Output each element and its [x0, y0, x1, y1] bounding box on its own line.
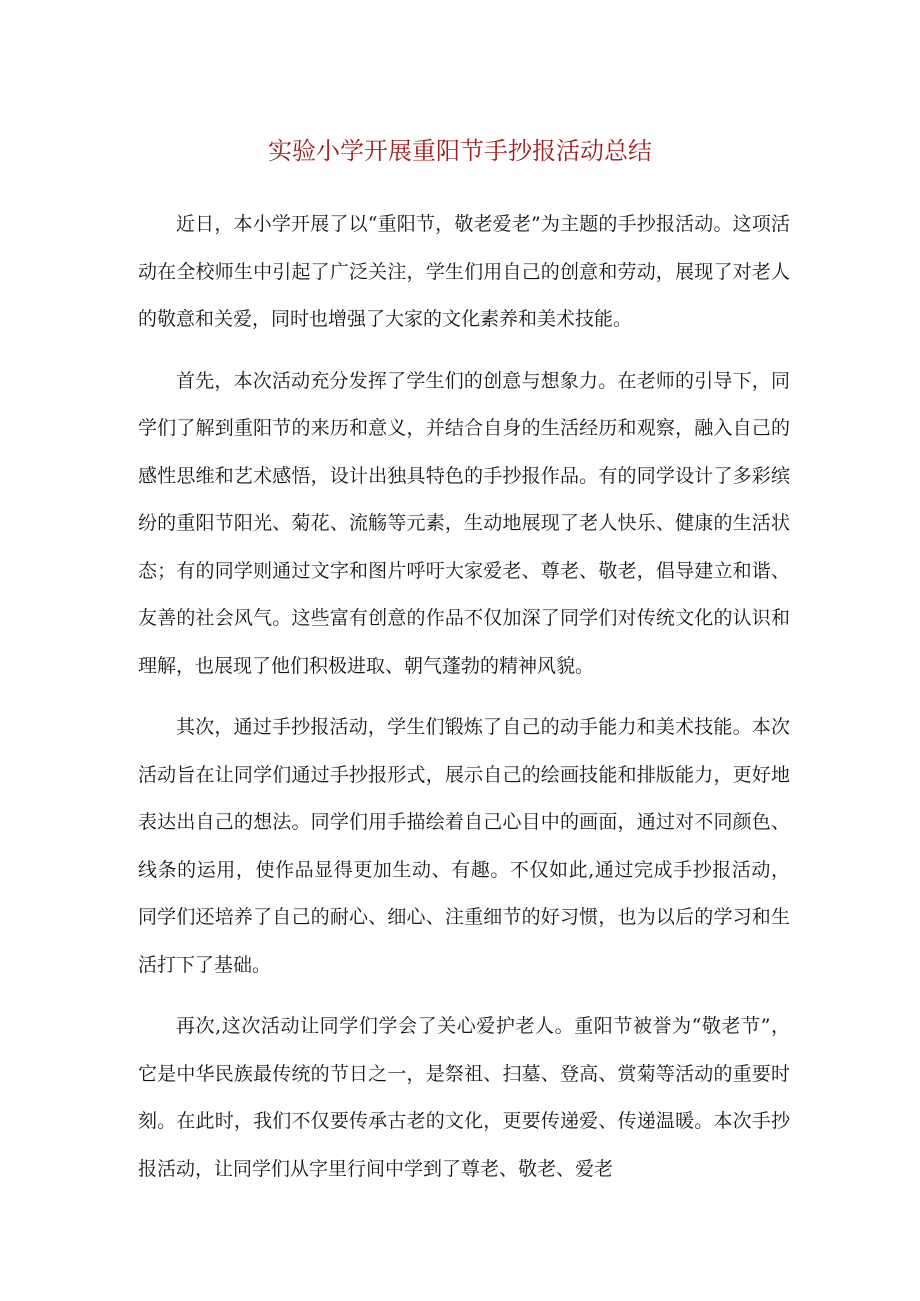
paragraph-second: 其次，通过手抄报活动，学生们锻炼了自己的动手能力和美术技能。本次活动旨在让同学们通过手抄报形式，展示自己的绘画技能和排版能力，更好地表达出自己的想法。同学们用手描绘着自己心目中的画面，通过对不同颜色、线条的运用，使作品显得更加生动、有趣。不仅如此,通过完成手抄报活动，同学们还培养了自己的耐心、细心、注重细节的好习惯，也为以后的学习和生活打下了基础。: [138, 716, 790, 976]
document-body: [138, 201, 790, 1207]
paragraph-third: 再次,这次活动让同学们学会了关心爱护老人。重阳节被誉为“敬老节”，它是中华民族最传统的节日之一，是祭祖、扫墓、登高、赏菊等活动的重要时刻。在此时，我们不仅要传承古老的文化，更要传递爱、传递温暖。本次手抄报活动，让同学们从字里行间中学到了尊老、敬老、爱老: [138, 1015, 790, 1180]
document-title: 实验小学开展重阳节手抄报活动总结: [268, 137, 652, 165]
paragraph-first: 首先，本次活动充分发挥了学生们的创意与想象力。在老师的引导下，同学们了解到重阳节的来历和意义，并结合自身的生活经历和观察，融入自己的感性思维和艺术感悟，设计出独具特色的手抄报作品。有的同学设计了多彩缤纷的重阳节阳光、菊花、流觞等元素，生动地展现了老人快乐、健康的生活状态；有的同学则通过文字和图片呼吁大家爱老、尊老、敬老，倡导建立和谐、友善的社会风气。这些富有创意的作品不仅加深了同学们对传统文化的认识和理解，也展现了他们积极进取、朝气蓬勃的精神风貌。: [138, 369, 790, 677]
paragraph-intro: 近日，本小学开展了以“重阳节，敬老爱老”为主题的手抄报活动。这项活动在全校师生中引起了广泛关注，学生们用自己的创意和劳动，展现了对老人的敬意和关爱，同时也增强了大家的文化素养和美术技能。: [138, 213, 790, 330]
